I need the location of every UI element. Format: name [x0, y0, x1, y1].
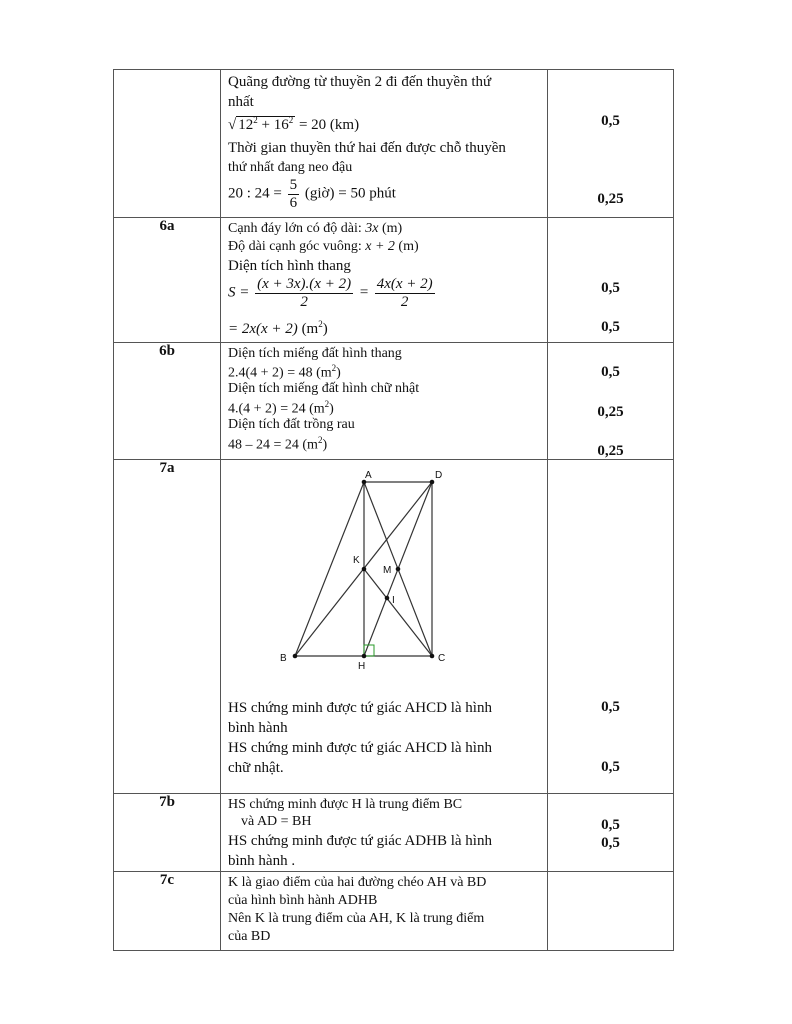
content-line: 4.(4 + 2) = 24 $(m^2)$ [228, 399, 334, 417]
point-label-m: M [383, 565, 392, 576]
content-line: Diện tích miếng đất hình thang [228, 346, 402, 361]
content-line: Thời gian thuyền thứ hai đến được chỗ thuyền [228, 140, 506, 156]
content-line: HS chứng minh được tứ giác AHCD là hình [228, 700, 492, 716]
score: 0,5 [601, 113, 620, 129]
content-line: Diện tích miếng đất hình chữ nhật [228, 381, 420, 396]
content-line: Quãng đường từ thuyền 2 đi đến thuyền thứ [228, 74, 492, 90]
row-content [221, 872, 548, 951]
content-line: HS chứng minh được tứ giác AHCD là hình [228, 740, 492, 756]
row-label [114, 70, 221, 218]
content-line: 2.4(4 + 2) = 48 $(m^2)$ [228, 363, 341, 381]
row-content [221, 343, 548, 460]
row-label: 6b [114, 343, 221, 460]
row-label: 7c [114, 872, 221, 951]
content-line: và AD = BH [241, 814, 312, 829]
table-row [114, 460, 674, 794]
score: 0,5 [601, 364, 620, 380]
score-cell [548, 343, 674, 460]
point-label-c: C [438, 653, 446, 664]
score: 0,25 [597, 191, 624, 207]
content-line: Nên K là trung điểm của AH, K là trung điểm [228, 911, 485, 926]
row-label: 7b [114, 794, 221, 872]
score-cell [548, 872, 674, 951]
content-line: Cạnh đáy lớn có độ dài: 3x (m) [228, 221, 403, 236]
content-line: = 2x(x + 2) $(m^2)$ [228, 319, 328, 337]
score: 0,5 [601, 835, 620, 851]
point-label-h: H [358, 661, 366, 672]
content-line: của BD [228, 929, 271, 944]
content-line: 48 – 24 = 24 $(m^2)$ [228, 435, 328, 453]
score-cell [548, 460, 674, 794]
content-line: Diện tích hình thang [228, 258, 351, 274]
fraction: $\frac{5}{6}$ [289, 177, 298, 211]
point-label-k: K [353, 555, 360, 566]
content-line: bình hành [228, 720, 288, 736]
score: 0,5 [601, 319, 620, 335]
score: 0,5 [601, 699, 620, 715]
content-line: HS chứng minh được H là trung điểm BC [228, 797, 463, 812]
table-row [114, 70, 674, 218]
score-cell [548, 218, 674, 343]
point-label-i: I [392, 595, 395, 606]
content-line: thứ nhất đang neo đậu [228, 160, 353, 175]
content-line: nhất [228, 94, 254, 110]
table-row [114, 794, 674, 872]
row-label: 7a [114, 460, 221, 794]
row-content [221, 70, 548, 218]
row-content [221, 460, 548, 794]
score: 0,5 [601, 280, 620, 296]
table-row [114, 343, 674, 460]
geometry-figure [255, 466, 465, 681]
sqrt-radical: √ $12^2 + 16^2$ [228, 115, 294, 133]
point-label-b: B [280, 653, 287, 664]
score: 0,5 [601, 759, 620, 775]
content-line: Độ dài cạnh góc vuông: x + 2 (m) [228, 239, 419, 254]
fraction: $\frac{(x + 3x).(x + 2)}{2}$ [257, 276, 352, 310]
fraction: $\frac{4x(x + 2)}{2}$ [376, 276, 433, 310]
score: 0,25 [597, 443, 624, 459]
score-cell [548, 794, 674, 872]
content-line: HS chứng minh được tứ giác ADHB là hình [228, 833, 492, 849]
content-line: chữ nhật. [228, 760, 284, 776]
table-row [114, 872, 674, 951]
sqrt-expression: √ $12^2 + 16^2 = 20$ (km) [228, 115, 360, 133]
row-content [221, 218, 548, 343]
answer-table [113, 69, 674, 951]
table-row [114, 218, 674, 343]
fraction-line: 20 : 24 = $\frac{5}{6}$ (giờ) = 50 phút [228, 177, 396, 211]
row-content [221, 794, 548, 872]
point-label-d: D [435, 470, 443, 481]
score-cell [548, 70, 674, 218]
score: 0,5 [601, 817, 620, 833]
content-line: bình hành . [228, 853, 296, 869]
score: 0,25 [597, 404, 624, 420]
content-line: Diện tích đất trồng rau [228, 417, 355, 432]
point-label-a: A [365, 470, 372, 481]
row-label: 6a [114, 218, 221, 343]
content-line: của hình bình hành ADHB [228, 893, 378, 908]
area-formula: S = $\frac{(x + 3x).(x + 2)}{2}$ = $\frac{4x(x + 2)}{2}$ [228, 276, 433, 310]
content-line: K là giao điểm của hai đường chéo AH và BD [228, 875, 487, 890]
